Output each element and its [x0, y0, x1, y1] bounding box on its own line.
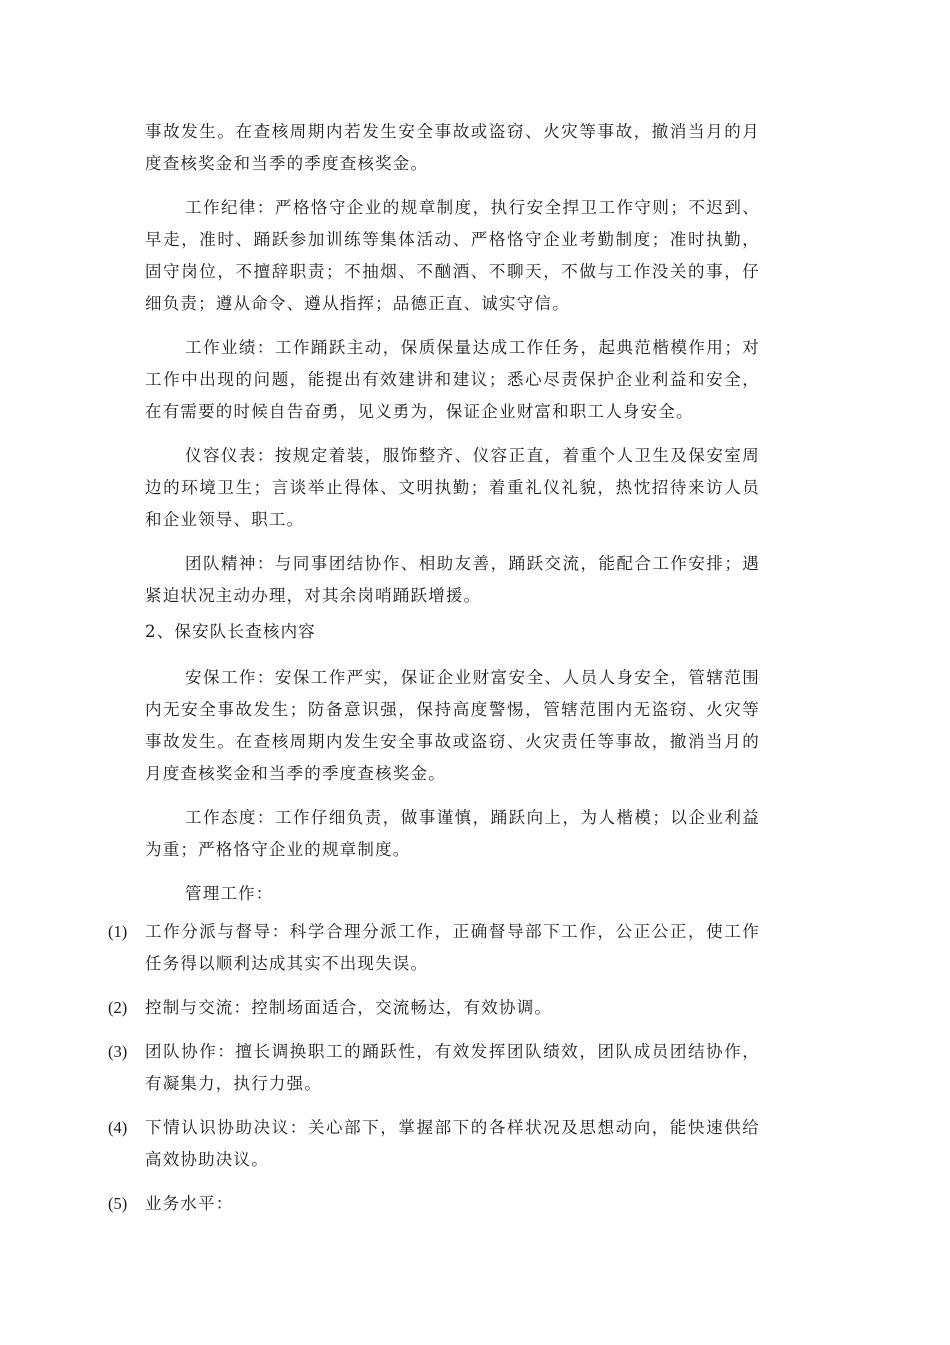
- list-item-text: 团队协作：擅长调换职工的踊跃性，有效发挥团队绩效，团队成员团结协作，有凝集力，执行力强。: [145, 1042, 760, 1093]
- paragraph-management-work: 管理工作：: [185, 884, 274, 903]
- paragraph-work-discipline: 工作纪律：严格恪守企业的规章制度，执行安全捍卫工作守则；不迟到、早走，准时、踊跃参加训练等集体活动、严格恪守企业考勤制度；准时执勤，固守岗位，不擅辞职责；不抽烟、不酗酒、不聊天，不做与工作没关的事，仔细负责；遵从命令、遵从指挥；品德正直、诚实守信。: [145, 198, 760, 313]
- list-number: (3): [108, 1042, 128, 1061]
- list-item-text: 业务水平：: [145, 1194, 234, 1213]
- document-body: [108, 116, 760, 1232]
- section-heading-captain-review: 2、保安队长查核内容: [145, 622, 316, 641]
- list-number: (2): [108, 998, 128, 1017]
- paragraph-security-work: 安保工作：安保工作严实，保证企业财富安全、人员人身安全，管辖范围内无安全事故发生；防备意识强，保持高度警惕，管辖范围内无盗窃、火灾等事故发生。在查核周期内发生安全事故或盗窃、火灾责任等事故，撤消当月的月度查核奖金和当季的季度查核奖金。: [145, 668, 760, 783]
- management-list: [108, 916, 760, 1220]
- list-item-text: 下情认识协助决议：关心部下，掌握部下的各样状况及思想动向，能快速供给高效协助决议。: [145, 1118, 760, 1169]
- paragraph-work-performance: 工作业绩：工作踊跃主动，保质保量达成工作任务，起典范楷模作用；对工作中出现的问题，能提出有效建讲和建议；悉心尽责保护企业利益和安全，在有需要的时候自告奋勇，见义勇为，保证企业财富和职工人身安全。: [145, 338, 760, 421]
- paragraph-appearance: 仪容仪表：按规定着装，服饰整齐、仪容正直，着重个人卫生及保安室周边的环境卫生；言谈举止得体、文明执勤；着重礼仪礼貌，热忱招待来访人员和企业领导、职工。: [145, 446, 760, 529]
- list-number: (1): [108, 922, 128, 941]
- paragraph-work-attitude: 工作态度：工作仔细负责，做事谨慎，踊跃向上，为人楷模；以企业利益为重；严格恪守企业的规章制度。: [145, 808, 760, 859]
- list-item: [108, 1112, 760, 1176]
- list-item: [108, 916, 760, 980]
- list-item-text: 控制与交流：控制场面适合，交流畅达，有效协调。: [145, 998, 553, 1017]
- list-item: [108, 992, 760, 1024]
- list-item: [108, 1188, 760, 1220]
- list-item-text: 工作分派与督导：科学合理分派工作，正确督导部下工作，公正公正，使工作任务得以顺利达成其实不出现失误。: [145, 922, 760, 973]
- list-number: (4): [108, 1118, 128, 1137]
- list-item: [108, 1036, 760, 1100]
- list-number: (5): [108, 1194, 128, 1213]
- paragraph-continuation: 事故发生。在查核周期内若发生安全事故或盗窃、火灾等事故，撤消当月的月度查核奖金和当季的季度查核奖金。: [145, 122, 760, 173]
- paragraph-team-spirit: 团队精神：与同事团结协作、相助友善，踊跃交流，能配合工作安排；遇紧迫状况主动办理，对其余岗哨踊跃增援。: [145, 554, 760, 605]
